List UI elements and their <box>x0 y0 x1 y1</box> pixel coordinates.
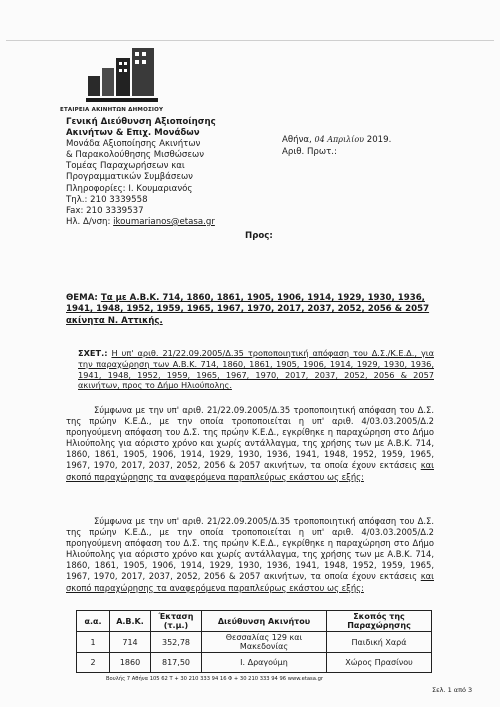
paragraph-text: Σύμφωνα με την υπ' αριθ. 21/22.09.2005/Δ.35 τροποποιητική απόφαση του Δ.Σ. της πρώην Κ.Ε.Δ., με την οποία τροποποιείται η υπ' αριθ. 4/03.03.2005/Δ.2 προηγούμενη απόφαση του Δ.Σ. της πρώην Κ.Ε.Δ., εγκρίθηκε η παραχώρηση στο Δήμο Ηλιούπολης για αόριστο χρόνο και χωρίς αντάλλαγμα, της χρήσης των με Α.Β.Κ. 714, 1860, 1861, 1905, 1906, 1914, 1929, 1930, 1936, 1941, 1948, 1952, 1959, 1965, 1967, 1970, 2017, 2037, 2052, 2056 & 2057 ακινήτων, τα οποία έχουν εκτάσεις <box>66 516 434 582</box>
fax: Fax: 210 3339537 <box>66 205 144 216</box>
body-paragraph-1 <box>66 405 434 483</box>
email-label: Ηλ. Δ/νση: <box>66 216 114 227</box>
table-cell: 714 <box>110 632 151 653</box>
reference-text: Η υπ' αριθ. 21/22.09.2005/Δ.35 τροποποιητική απόφαση του Δ.Σ./Κ.Ε.Δ., για την παραχώρηση των Α.Β.Κ. 714, 1860, 1861, 1905, 1906, 1914, 1929, 1930, 1936, 1941, 1948, 1952, 1959, 1965, 1967, 1970, 2017, 2037, 2052, 2056 & 2057 ακινήτων, προς το Δήμο Ηλιούπολης. <box>78 348 434 391</box>
sender-line: Τομέας Παραχωρήσεων και <box>66 161 185 172</box>
column-header: Έκταση (τ.μ.) <box>151 611 202 632</box>
reference <box>78 348 434 391</box>
subject-label: ΘΕΜΑ: <box>66 293 98 303</box>
sender-line: Ακινήτων & Επιχ. Μονάδων <box>66 128 200 139</box>
column-header: Σκοπός της Παραχώρησης <box>327 611 432 632</box>
subject-text: Τα με Α.Β.Κ. 714, 1860, 1861, 1905, 1906, 1914, 1929, 1930, 1936, 1941, 1948, 1952, 1959, 1965, 1967, 1970, 2017, 2037, 2052, 2056 & 2057 ακίνητα Ν. Αττικής. <box>66 293 430 326</box>
body-paragraph-2 <box>66 516 434 594</box>
table-cell: Ι. Δραγούμη <box>202 653 327 673</box>
page-number: Σελ. 1 από 3 <box>432 686 473 694</box>
table-cell: Παιδική Χαρά <box>327 632 432 653</box>
paragraph-text: Σύμφωνα με την υπ' αριθ. 21/22.09.2005/Δ.35 τροποποιητική απόφαση του Δ.Σ. της πρώην Κ.Ε.Δ., με την οποία τροποποιείται η υπ' αριθ. 4/03.03.2005/Δ.2 προηγούμενη απόφαση του Δ.Σ. της πρώην Κ.Ε.Δ., εγκρίθηκε η παραχώρηση στο Δήμο Ηλιούπολης για αόριστο χρόνο και χωρίς αντάλλαγμα, της χρήσης των με Α.Β.Κ. 714, 1860, 1861, 1905, 1906, 1914, 1929, 1930, 1936, 1941, 1948, 1952, 1959, 1965, 1967, 1970, 2017, 2037, 2052, 2056 & 2057 ακινήτων, τα οποία έχουν εκτάσεις <box>66 405 434 471</box>
handwritten-date: 04 Απριλίου <box>314 135 364 144</box>
phone: Τηλ.: 210 3339558 <box>66 194 148 205</box>
table-cell: 352,78 <box>151 632 202 653</box>
table-row <box>77 632 432 653</box>
column-header: Διεύθυνση Ακινήτου <box>202 611 327 632</box>
table-row <box>77 653 432 673</box>
sender-line: Γενική Διεύθυνση Αξιοποίησης <box>66 117 216 127</box>
date-year: 2019. <box>366 135 392 145</box>
recipient-label: Προς: <box>245 231 273 241</box>
table-cell: 1860 <box>110 653 151 673</box>
etad-logo-icon <box>86 46 158 106</box>
table-cell: 2 <box>77 653 110 673</box>
table-cell: 1 <box>77 632 110 653</box>
column-header: Α.Β.Κ. <box>110 611 151 632</box>
date-block <box>282 134 391 158</box>
sender-block <box>66 117 216 228</box>
logo-caption: ΕΤΑΙΡΕΙΑ ΑΚΙΝΗΤΩΝ ΔΗΜΟΣΙΟΥ <box>60 107 164 113</box>
property-table <box>76 610 432 673</box>
paragraph-underlined: και σκοπό παραχώρησης τα αναφερόμενα παραπλεύρως εκάστου ως εξής: <box>66 571 434 593</box>
table-cell: 817,50 <box>151 653 202 673</box>
email-link[interactable]: ikoumarianos@etasa.gr <box>113 216 215 227</box>
column-header: α.α. <box>77 611 110 632</box>
email-line <box>66 217 216 228</box>
sender-line: Προγραμματικών Συμβάσεων <box>66 172 193 183</box>
reference-label: ΣΧΕΤ.: <box>78 348 108 358</box>
subject <box>66 293 436 327</box>
sender-line: Μονάδα Αξιοποίησης Ακινήτων <box>66 139 201 150</box>
table-cell: Θεσσαλίας 129 και Μακεδονίας <box>202 632 327 653</box>
protocol-number: Αριθ. Πρωτ.: <box>282 147 337 157</box>
scan-edge-line <box>6 40 494 41</box>
table-header-row <box>77 611 432 632</box>
sender-line: Πληροφορίες: Ι. Κουμαριανός <box>66 183 193 194</box>
paragraph-underlined: και σκοπό παραχώρησης τα αναφερόμενα παραπλεύρως εκάστου ως εξής: <box>66 460 434 482</box>
footer-address: Βουλής 7 Αθήνα 105 62 T + 30 210 333 94 16 Φ + 30 210 333 94 96 www.etasa.gr <box>106 676 324 682</box>
sender-line: & Παρακολούθησης Μισθώσεων <box>66 150 205 161</box>
date-prefix: Αθήνα, <box>282 135 312 145</box>
table-cell: Χώρος Πρασίνου <box>327 653 432 673</box>
